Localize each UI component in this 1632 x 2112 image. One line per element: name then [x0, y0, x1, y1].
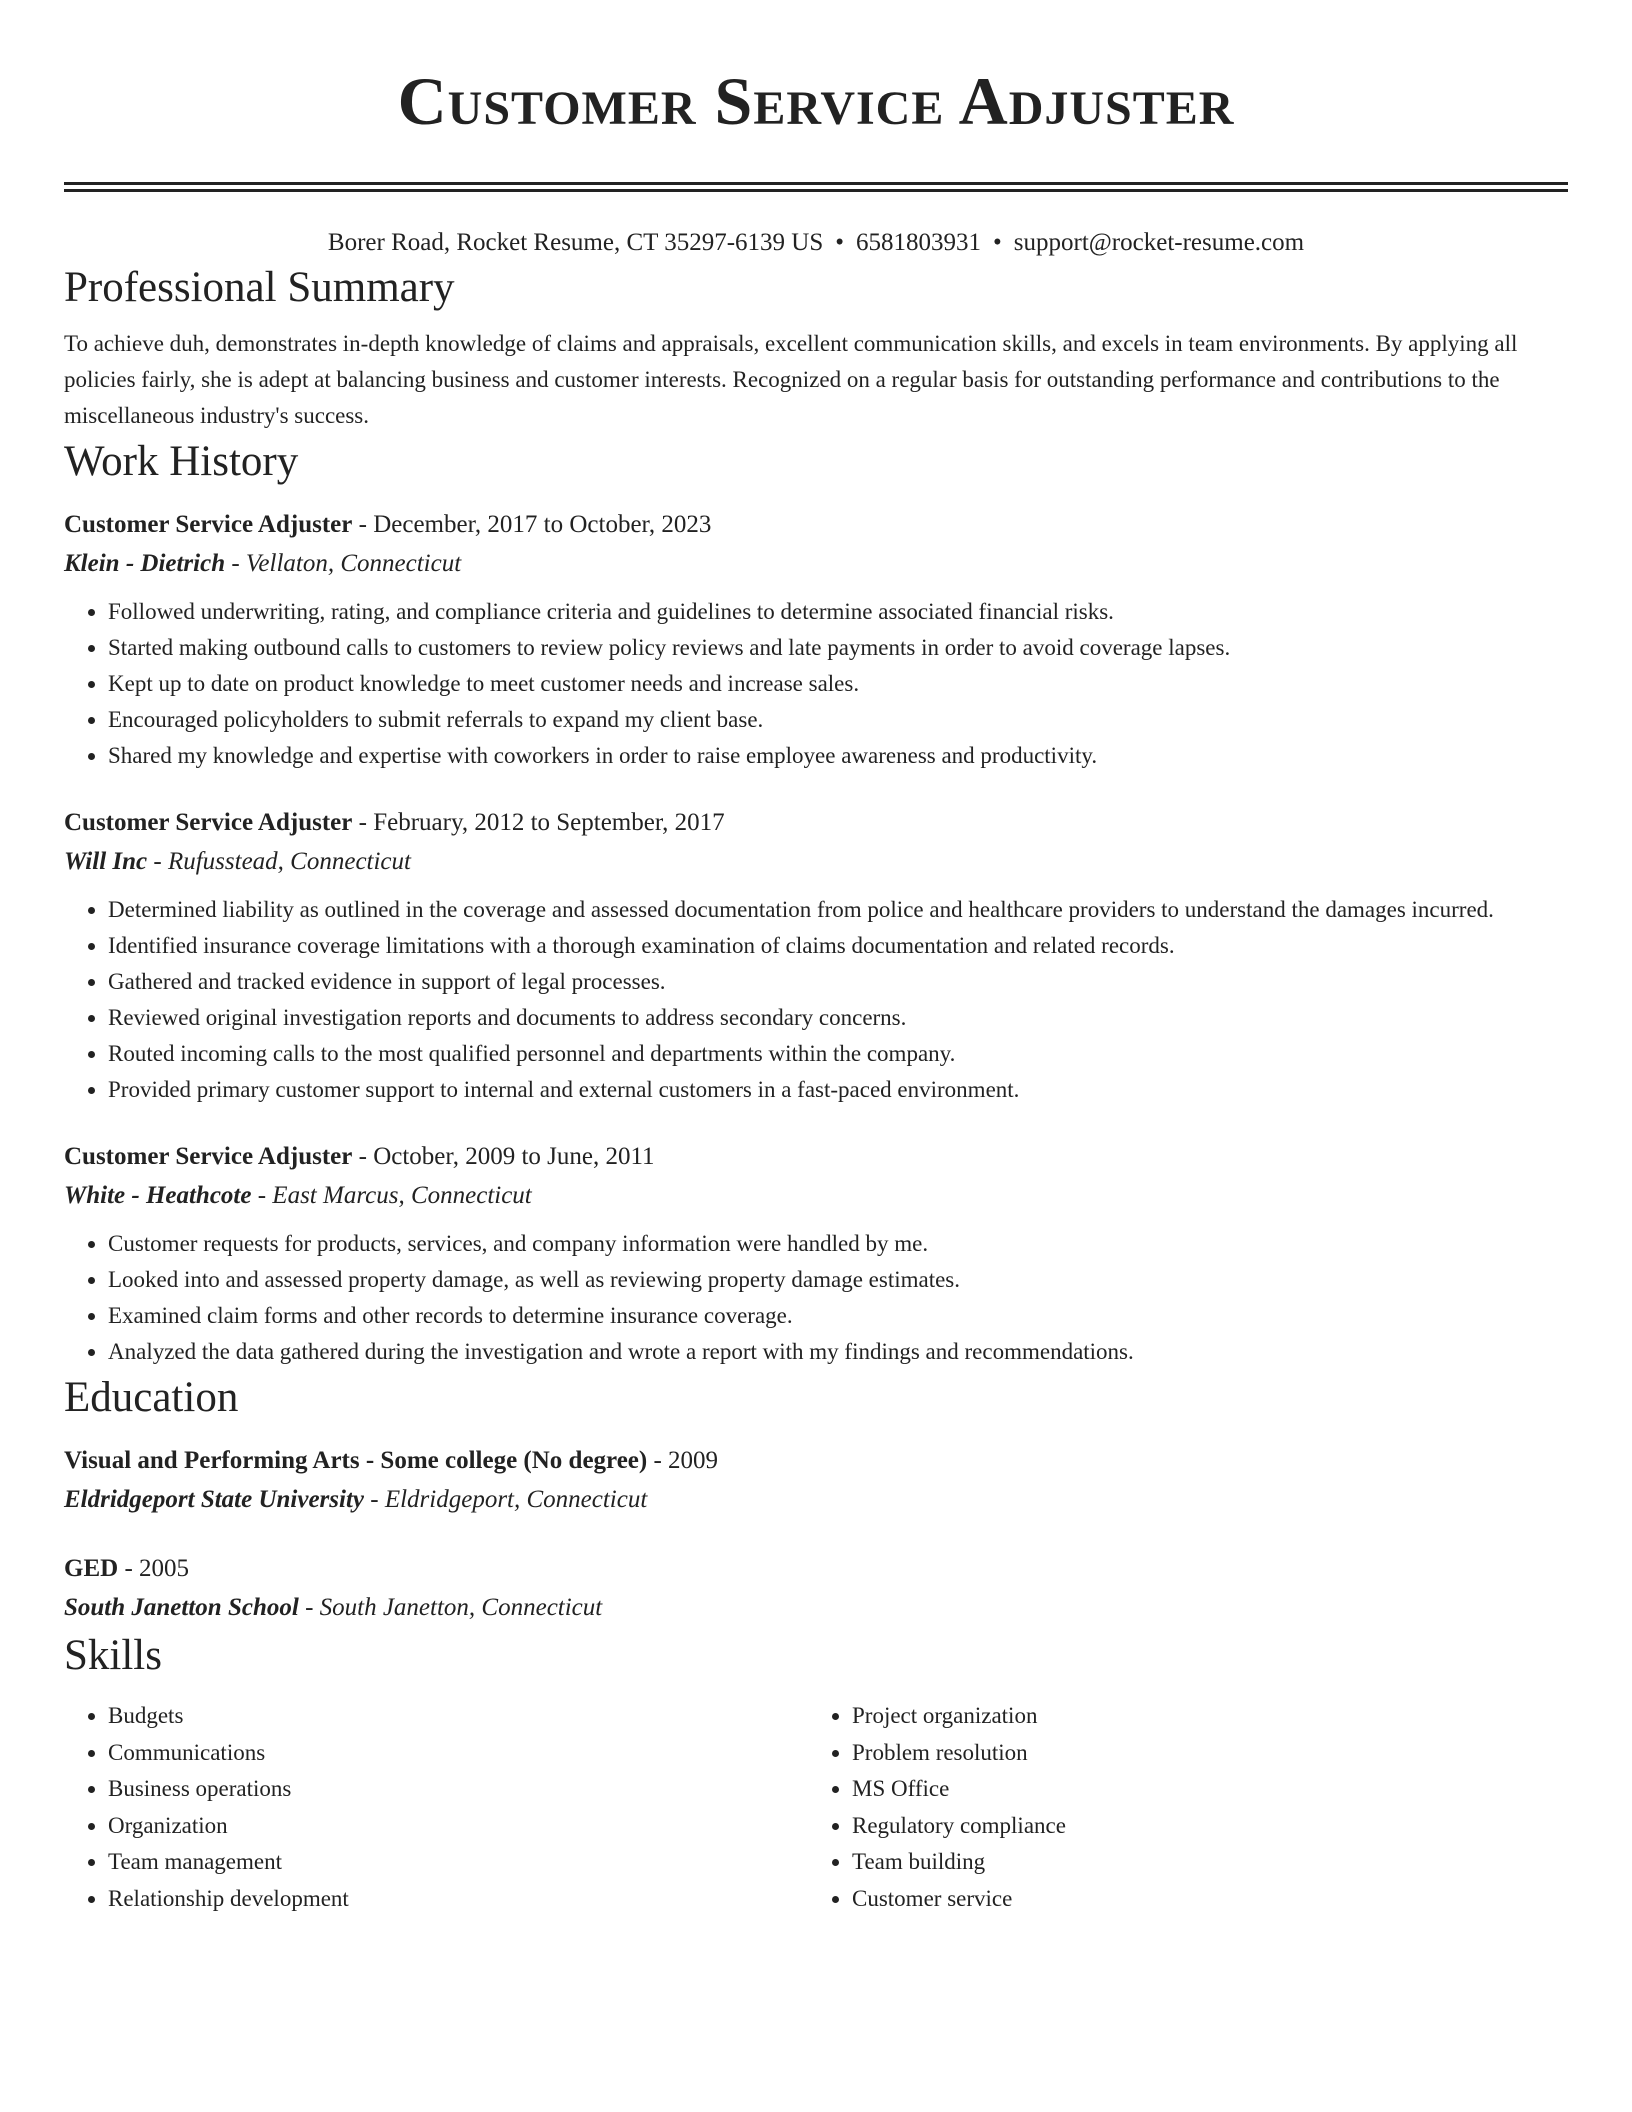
contact-email: support@rocket-resume.com	[1013, 229, 1305, 256]
job-bullet: • Determined liability as outlined in the coverage and assessed documentation from police and healthcare providers to understand the damages incurred.	[108, 892, 1568, 928]
job-bullet: • Gathered and tracked evidence in support of legal processes.	[108, 964, 1568, 1000]
skill-item: • Team building	[852, 1844, 1552, 1881]
job-bullet: • Identified insurance coverage limitations with a thorough examination of claims documentation and related records.	[108, 928, 1568, 964]
skill-item: • Customer service	[852, 1881, 1552, 1918]
job-company-line	[64, 1176, 1568, 1216]
education-school-line	[64, 1480, 1568, 1520]
skill-item: • MS Office	[852, 1771, 1552, 1808]
education-entry	[64, 1550, 1568, 1628]
skills-columns	[64, 1698, 1568, 1917]
job-title-line	[64, 1138, 1568, 1176]
job-bullets	[64, 1226, 1568, 1370]
skill-item: • Business operations	[108, 1771, 808, 1808]
job-bullet: • Examined claim forms and other records to determine insurance coverage.	[108, 1298, 1568, 1334]
education-year: - 2009	[647, 1447, 719, 1474]
education-degree: Visual and Performing Arts - Some college (No degree)	[64, 1447, 648, 1474]
education-degree-line	[64, 1442, 1568, 1480]
job-dates: - February, 2012 to September, 2017	[352, 809, 725, 836]
job-title-line	[64, 506, 1568, 544]
job-bullets	[64, 594, 1568, 774]
job-entry	[64, 1138, 1568, 1370]
job-company-line	[64, 544, 1568, 584]
job-bullet: • Followed underwriting, rating, and compliance criteria and guidelines to determine associated financial risks.	[108, 594, 1568, 630]
job-bullet: • Started making outbound calls to customers to review policy reviews and late payments in order to avoid coverage lapses.	[108, 630, 1568, 666]
work-history-heading: Work History	[64, 438, 299, 485]
job-bullet: • Provided primary customer support to internal and external customers in a fast-paced environment.	[108, 1072, 1568, 1108]
job-location: - East Marcus, Connecticut	[251, 1182, 532, 1209]
job-title-line	[64, 804, 1568, 842]
header-double-rule	[64, 182, 1568, 192]
job-company: Klein - Dietrich	[64, 550, 226, 577]
job-dates: - December, 2017 to October, 2023	[352, 511, 712, 538]
contact-separator: •	[835, 229, 845, 256]
job-location: - Vellaton, Connecticut	[225, 550, 462, 577]
job-bullet: • Encouraged policyholders to submit referrals to expand my client base.	[108, 702, 1568, 738]
contact-phone: 6581803931	[856, 229, 982, 256]
skill-item: • Problem resolution	[852, 1735, 1552, 1772]
job-bullet: • Reviewed original investigation reports and documents to address secondary concerns.	[108, 1000, 1568, 1036]
education-heading: Education	[64, 1374, 239, 1421]
job-bullets	[64, 892, 1568, 1108]
education-location: - South Janetton, Connecticut	[298, 1594, 603, 1621]
job-position: Customer Service Adjuster	[64, 511, 353, 538]
skill-item: • Budgets	[108, 1698, 808, 1735]
education-entry	[64, 1442, 1568, 1520]
resume-name: Customer Service Adjuster	[397, 63, 1235, 139]
education-year: - 2005	[118, 1555, 190, 1582]
education-school: South Janetton School	[64, 1594, 299, 1621]
job-company-line	[64, 842, 1568, 882]
contact-line	[64, 226, 1568, 260]
summary-heading: Professional Summary	[64, 264, 455, 311]
job-bullet: • Looked into and assessed property damage, as well as reviewing property damage estimates.	[108, 1262, 1568, 1298]
education-location: - Eldridgeport, Connecticut	[364, 1486, 648, 1513]
education-school-line	[64, 1588, 1568, 1628]
job-entry	[64, 506, 1568, 774]
skill-item: • Communications	[108, 1735, 808, 1772]
skill-item: • Relationship development	[108, 1881, 808, 1918]
skill-item: • Team management	[108, 1844, 808, 1881]
job-entry	[64, 804, 1568, 1108]
contact-address: Borer Road, Rocket Resume, CT 35297-6139 US	[327, 229, 824, 256]
skills-list-left	[64, 1698, 808, 1917]
contact-separator: •	[993, 229, 1002, 256]
skill-item: • Organization	[108, 1808, 808, 1845]
skill-item: • Project organization	[852, 1698, 1552, 1735]
education-degree-line	[64, 1550, 1568, 1588]
skills-heading: Skills	[64, 1632, 162, 1679]
job-company: White - Heathcote	[64, 1182, 252, 1209]
job-position: Customer Service Adjuster	[64, 809, 353, 836]
job-location: - Rufusstead, Connecticut	[147, 848, 411, 875]
education-school: Eldridgeport State University	[64, 1486, 364, 1513]
job-bullet: • Analyzed the data gathered during the investigation and wrote a report with my findings and recommendations.	[108, 1334, 1568, 1370]
summary-text: To achieve duh, demonstrates in-depth knowledge of claims and appraisals, excellent communication skills, and excels in team environments. By applying all policies fairly, she is adept at balancing business and customer interests. Recognized on a regular basis for outstanding performance and contributions to the miscellaneous industry's success.	[64, 331, 1518, 428]
job-company: Will Inc	[64, 848, 148, 875]
education-degree: GED	[64, 1555, 119, 1582]
job-bullet: • Shared my knowledge and expertise with coworkers in order to raise employee awareness and productivity.	[108, 738, 1568, 774]
skill-item: • Regulatory compliance	[852, 1808, 1552, 1845]
job-bullet: • Customer requests for products, services, and company information were handled by me.	[108, 1226, 1568, 1262]
job-dates: - October, 2009 to June, 2011	[352, 1143, 655, 1170]
job-bullet: • Routed incoming calls to the most qualified personnel and departments within the company.	[108, 1036, 1568, 1072]
job-position: Customer Service Adjuster	[64, 1143, 353, 1170]
job-bullet: • Kept up to date on product knowledge to meet customer needs and increase sales.	[108, 666, 1568, 702]
skills-list-right	[808, 1698, 1552, 1917]
